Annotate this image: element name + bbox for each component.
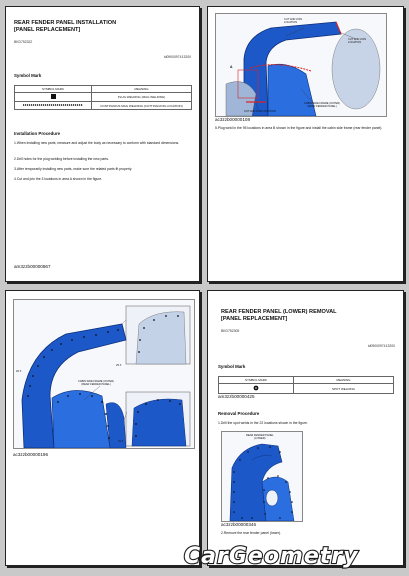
manual-page-3	[5, 290, 200, 566]
procedure-code: BKD752322	[14, 40, 33, 44]
weld-count-25: 25 X	[116, 364, 122, 367]
step-1: 1.Drill the spot welds in the 22 locations shown in the figure.	[218, 421, 308, 425]
table-caption: am3zzb00000425	[218, 394, 255, 399]
step-3: 3.After temporarily installing new parts, make sure the related parts fit properly.	[14, 167, 133, 171]
cabin-side-frame-label: CABIN SIDE FRAME (OUTER) (REAR FENDER PANEL)	[304, 102, 341, 108]
figure-caption: ac3zzb00000346	[221, 522, 256, 527]
step-5: 5.Plug weld in the 95 locations in area B shown in the figure and install the cabin side frame (rear fender panel).	[215, 126, 383, 130]
spot-weld-icon	[253, 385, 259, 391]
title-line-1: REAR FENDER PANEL INSTALLATION	[14, 20, 117, 26]
manual-page-2	[207, 6, 404, 282]
figure-caption: am3zzb00000867	[14, 264, 51, 269]
continuous-weld-meaning: CONTINUOUS MAG WELDING (CUTTING/JOIN LOCATION)	[92, 102, 192, 110]
title-line-1: REAR FENDER PANEL (LOWER) REMOVAL	[221, 309, 337, 315]
step-2: 2.Remove the rear fender panel (lower).	[221, 531, 282, 535]
cut-join-figure	[215, 13, 387, 117]
cargeometry-logo	[180, 540, 400, 570]
area-a-label: A	[230, 65, 233, 69]
page-title	[221, 309, 337, 322]
removal-procedure-heading: Removal Procedure	[218, 411, 260, 416]
meaning-column-header: MEANING	[294, 377, 394, 384]
symbol-column-header: SYMBOL MARK	[15, 86, 92, 93]
spot-weld-meaning: SPOT WELDING	[294, 384, 394, 394]
figure-caption: ac3zzb00000108	[215, 117, 250, 122]
document-id: id0900097413200	[367, 344, 395, 348]
rear-fender-lower-illustration	[222, 432, 302, 521]
continuous-weld-symbol	[15, 102, 92, 110]
title-line-2: [PANEL REPLACEMENT]	[14, 26, 81, 33]
symbol-mark-heading: Symbol Mark	[14, 73, 42, 78]
symbol-table	[218, 376, 394, 394]
installation-procedure-heading: Installation Procedure	[14, 131, 61, 136]
step-1: 1.When installing new parts, measure and adjust the body as necessary to conform with standard dimensions.	[14, 141, 180, 145]
cut-join-label-top: CUT AND JOIN LOCATION	[284, 18, 302, 24]
plug-weld-figure	[13, 299, 195, 449]
step-2: 2.Drill holes for the plug welding before installing the new parts.	[14, 157, 109, 161]
plug-weld-symbol	[15, 93, 92, 102]
plug-weld-meaning: PLUG WELDING (MAG WELDING)	[92, 93, 192, 102]
step-4: 4.Cut and join the 3 locations in area A shown in the figure.	[14, 177, 103, 181]
document-id: id0900097413200	[163, 55, 191, 59]
weld-count-26: 26 X	[16, 370, 22, 373]
cut-join-label-bottom: CUT AND JOIN LOCATION	[244, 110, 276, 113]
symbol-mark-heading: Symbol Mark	[218, 364, 246, 369]
figure-caption: ac3zzb00000196	[13, 452, 48, 457]
rear-fender-illustration	[216, 14, 386, 116]
page-title	[14, 20, 116, 33]
cabin-side-frame-label: CABIN SIDE FRAME (OUTER) (REAR FENDER PANEL)	[78, 380, 115, 386]
rear-fender-lower-label: REAR FENDER PANEL (LOWER)	[246, 434, 274, 440]
symbol-table	[14, 85, 192, 110]
cut-join-label-right: CUT AND JOIN LOCATION	[348, 38, 366, 44]
cabin-side-frame-illustration	[14, 300, 194, 448]
spot-weld-symbol	[219, 384, 294, 394]
manual-page-4	[207, 290, 404, 566]
meaning-column-header: MEANING	[92, 86, 192, 93]
manual-page-1	[5, 6, 200, 282]
procedure-code: BKD752305	[221, 329, 240, 333]
logo-text: CarGeometry	[184, 544, 359, 569]
title-line-2: [PANEL REPLACEMENT]	[221, 315, 288, 322]
spot-weld-figure	[221, 431, 303, 522]
symbol-column-header: SYMBOL MARK	[219, 377, 294, 384]
weld-count-31: 31 X	[118, 440, 124, 443]
continuous-weld-icon	[23, 103, 83, 107]
